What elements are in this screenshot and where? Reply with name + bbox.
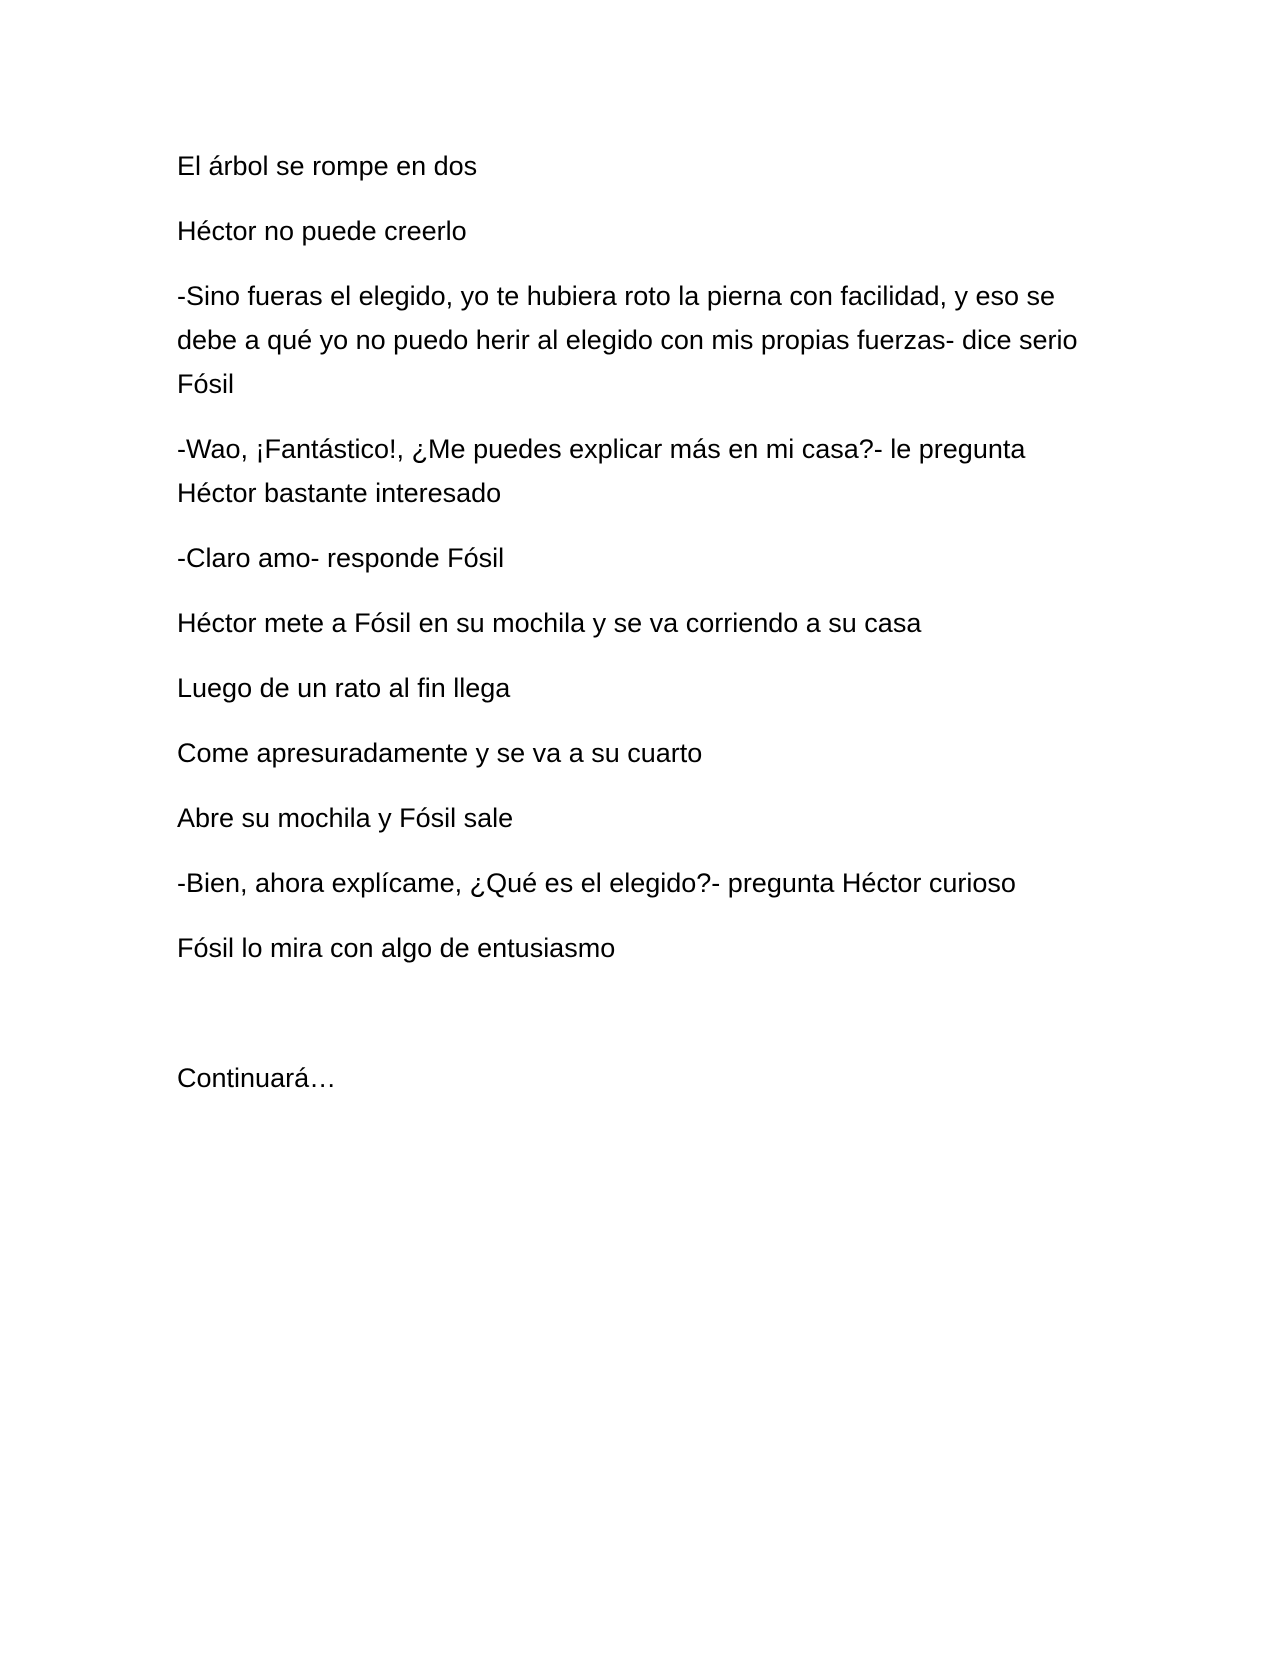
paragraph: Héctor mete a Fósil en su mochila y se va corriendo a su casa [177,608,922,638]
paragraph: -Sino fueras el elegido, yo te hubiera roto la pierna con facilidad, y eso se debe a qué yo no puedo herir al elegido con mis propias fuerzas- dice serio Fósil [177,281,1078,399]
paragraph: Luego de un rato al fin llega [177,673,511,703]
paragraph: -Wao, ¡Fantástico!, ¿Me puedes explicar más en mi casa?- le pregunta Héctor bastante interesado [177,434,1026,508]
paragraph: Héctor no puede creerlo [177,216,467,246]
paragraph: Fósil lo mira con algo de entusiasmo [177,933,616,963]
paragraph: -Claro amo- responde Fósil [177,543,505,573]
blank-line [177,991,1107,1035]
paragraph: Abre su mochila y Fósil sale [177,803,514,833]
ending-line: Continuará… [177,1063,337,1093]
paragraph: -Bien, ahora explícame, ¿Qué es el elegido?- pregunta Héctor curioso [177,868,1016,898]
paragraph: Come apresuradamente y se va a su cuarto [177,738,703,768]
document-body [177,144,1107,1121]
paragraph: El árbol se rompe en dos [177,151,478,181]
